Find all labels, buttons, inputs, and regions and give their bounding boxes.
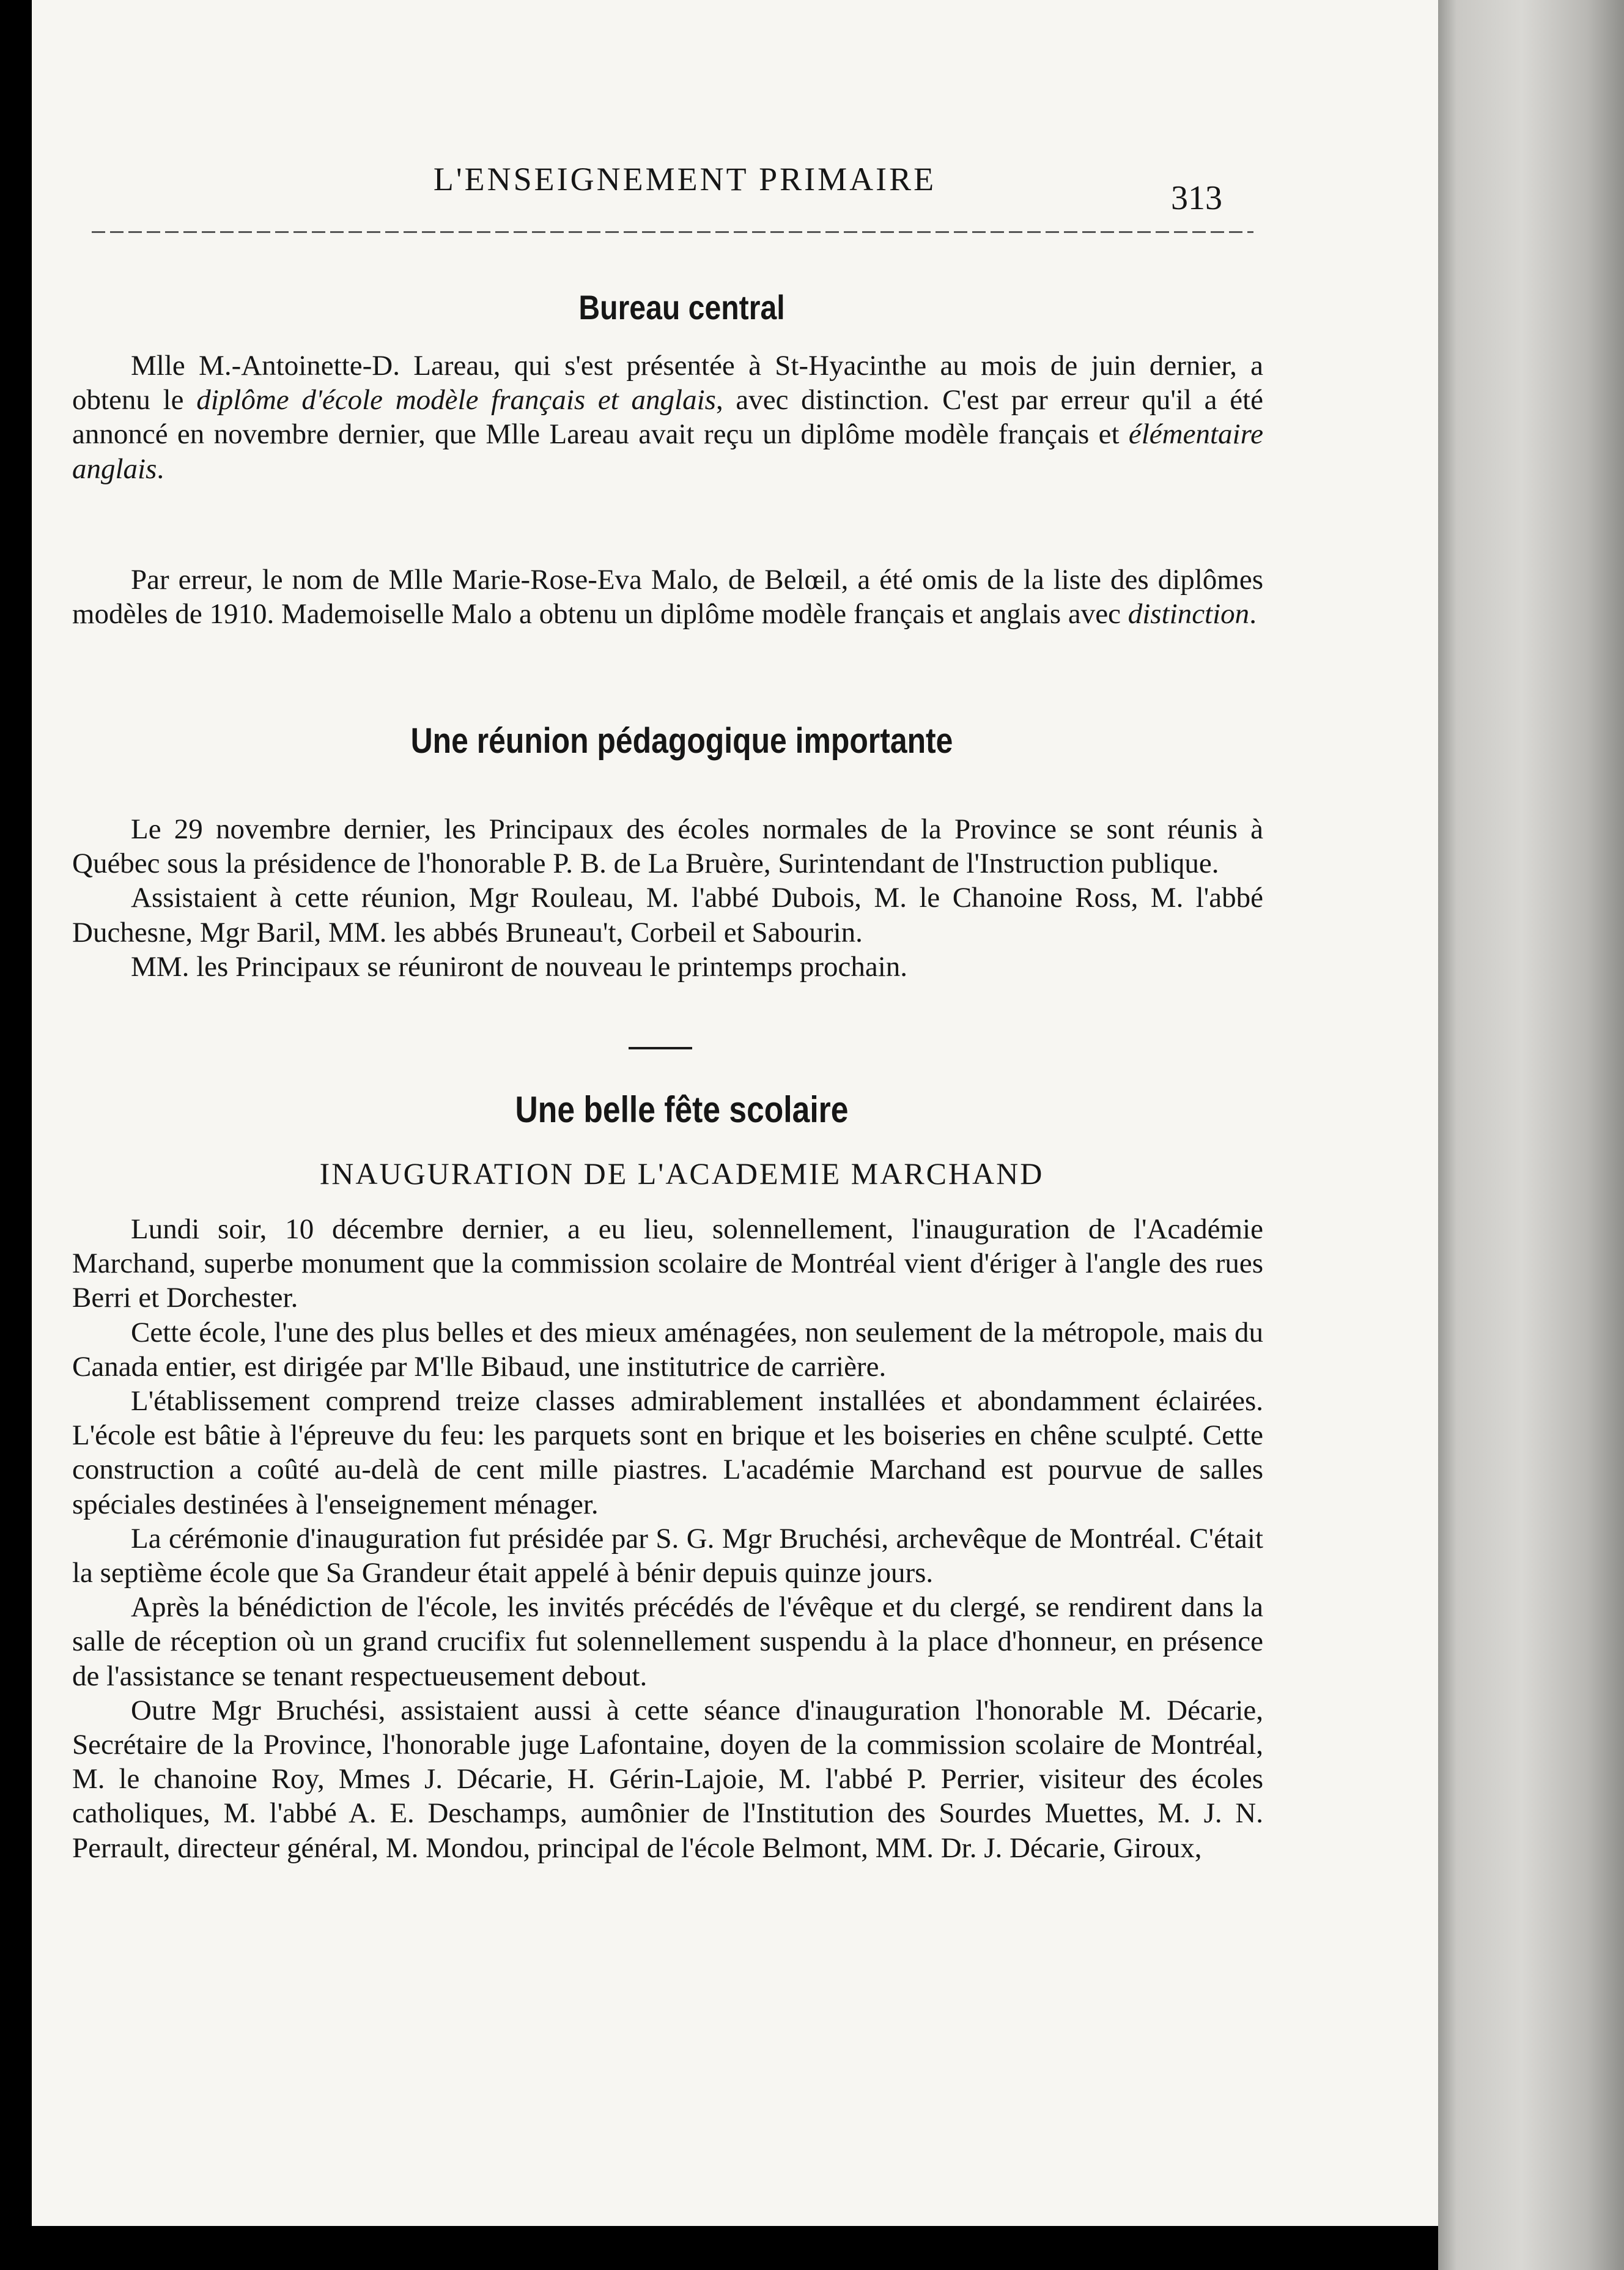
page-number: 313 <box>1171 179 1222 217</box>
reunion-paragraph-2: Assistaient à cette réunion, Mgr Rouleau, M. l'abbé Dubois, M. le Chanoine Ross, M. l'abbé Duchesne, Mgr Baril, MM. les abbés Bruneau't, Corbeil et Sabourin. <box>72 882 1263 948</box>
running-head: L'ENSEIGNEMENT PRIMAIRE <box>433 161 937 198</box>
paragraph-text: Par erreur, le nom de Mlle Marie-Rose-Eva Malo, de Belœil, a été omis de la liste des diplômes modèles de 1910. Mademoiselle Malo a obtenu un diplôme modèle français et anglais avec <box>72 564 1263 630</box>
fete-paragraph-4: La cérémonie d'inauguration fut présidée par S. G. Mgr Bruchési, archevêque de Montréal. C'était la septième école que Sa Grandeur était appelé à bénir depuis quinze jours. <box>72 1522 1263 1589</box>
paragraph-text: . <box>1249 598 1257 630</box>
reunion-paragraph-1: Le 29 novembre dernier, les Principaux des écoles normales de la Province se sont réunis à Québec sous la présidence de l'honorable P. B. de La Bruère, Surintendant de l'Instruction publique. <box>72 813 1263 880</box>
facing-page-strip <box>1438 0 1624 2270</box>
fete-paragraph-6: Outre Mgr Bruchési, assistaient aussi à cette séance d'inauguration l'honorable M. Décarie, Secrétaire de la Province, l'honorable juge Lafontaine, doyen de la commission scolaire de Montréal, M. le chanoine Roy, Mmes J. Décarie, H. Gérin-Lajoie, M. l'abbé P. Perrier, visiteur des écoles catholiques, M. l'abbé A. E. Deschamps, aumônier de l'Institution des Sourdes Muettes, M. J. N. Perrault, directeur général, M. Mondou, principal de l'école Belmont, MM. Dr. J. Décarie, Giroux, <box>72 1694 1263 1864</box>
fete-paragraph-2: Cette école, l'une des plus belles et des mieux aménagées, non seulement de la métropole, mais du Canada entier, est dirigée par M'lle Bibaud, une institutrice de carrière. <box>72 1316 1263 1383</box>
bureau-central-paragraph-1 <box>72 349 1263 486</box>
paragraph-italic-text: élémentaire anglais <box>72 418 1263 485</box>
paragraph-italic-text: distinction <box>1128 598 1250 630</box>
fete-scolaire-paragraphs <box>72 1212 1263 1865</box>
section-title-bureau-central: Bureau central <box>578 288 785 327</box>
scan-border <box>0 2226 1438 2270</box>
paragraph-text: . <box>157 453 164 485</box>
paragraph-text: Mlle M.-Antoinette-D. Lareau, qui s'est présentée à St-Hyacinthe au mois de juin dernier, a obtenu le <box>72 350 1263 416</box>
fete-paragraph-3: L'établissement comprend treize classes admirablement installées et abondamment éclairées. L'école est bâtie à l'épreuve du feu: les parquets sont en brique et les boiseries en chêne sculpté. Cette construction a coûté au-delà de cent mille piastres. L'académie Marchand est pourvue de salles spéciales destinées à l'enseignement ménager. <box>72 1385 1263 1520</box>
section-subtitle-inauguration: INAUGURATION DE L'ACADEMIE MARCHAND <box>319 1156 1044 1191</box>
paragraph-text: , avec distinction. C'est par erreur qu'il a été annoncé en novembre dernier, que Mlle Lareau avait reçu un diplôme modèle français et <box>72 384 1264 451</box>
bureau-central-paragraph-2 <box>72 563 1263 631</box>
section-title-belle-fete-scolaire: Une belle fête scolaire <box>515 1089 849 1130</box>
reunion-paragraph-3: MM. les Principaux se réuniront de nouveau le printemps prochain. <box>131 950 908 983</box>
fete-paragraph-1: Lundi soir, 10 décembre dernier, a eu lieu, solennellement, l'inauguration de l'Académie Marchand, superbe monument que la commission scolaire de Montréal vient d'ériger à l'angle des rues Berri et Dorchester. <box>72 1213 1263 1314</box>
header-rule <box>92 231 1253 233</box>
section-title-reunion-pedagogique: Une réunion pédagogique importante <box>410 721 953 761</box>
paragraph-italic-text: diplôme d'école modèle français et anglais <box>196 384 716 416</box>
reunion-paragraphs <box>72 812 1263 984</box>
section-divider <box>629 1047 692 1049</box>
fete-paragraph-5: Après la bénédiction de l'école, les invités précédés de l'évêque et du clergé, se rendirent dans la salle de réception où un grand crucifix fut solennellement suspendu à la place d'honneur, en présence de l'assistance se tenant respectueusement debout. <box>72 1591 1263 1692</box>
